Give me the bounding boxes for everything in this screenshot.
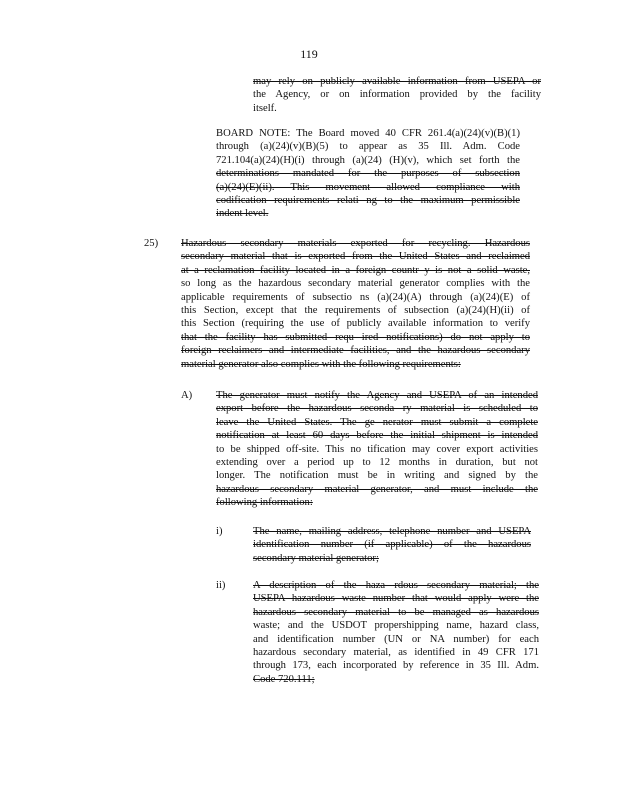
text-line: through 173, each incorporated by reference in 35 Ill. Adm. bbox=[253, 660, 539, 672]
board-note-paragraph bbox=[216, 127, 520, 221]
text-line: and identification number (UN or NA number) for each bbox=[253, 633, 539, 645]
item-a-paragraph bbox=[216, 389, 538, 510]
page-number: 119 bbox=[300, 47, 318, 61]
text-line: foreign reclaimers and intermediate facilities, and the hazardous secondary bbox=[181, 345, 530, 357]
text-line: through (a)(24)(v)(B)(5) to appear as 35 Ill. Adm. Code bbox=[216, 141, 520, 153]
text-line: this Section (requiring the use of publicly available information to verify bbox=[181, 318, 530, 330]
text-line: the Agency, or on information provided by the facility bbox=[253, 89, 541, 101]
text-line: at a reclamation facility located in a foreign countr y is not a solid waste, bbox=[181, 264, 530, 276]
text-line: longer. The notification must be in writing and signed by the bbox=[216, 470, 538, 482]
text-line: Hazardous secondary materials exported for recycling. Hazardous bbox=[181, 238, 530, 249]
text-line: A description of the haza rdous secondary material; the bbox=[253, 580, 539, 591]
text-line: identification number (if applicable) of the hazardous bbox=[253, 539, 531, 551]
text-line: may rely on publicly available information from USEPA or bbox=[253, 76, 541, 87]
item-i-paragraph bbox=[253, 525, 531, 565]
intro-paragraph bbox=[253, 75, 541, 115]
item-ii-marker: ii) bbox=[216, 580, 226, 591]
text-line: that the facility has submitted requ ired notifications) do not apply to bbox=[181, 331, 530, 343]
text-line: itself. bbox=[253, 102, 277, 114]
text-line: (a)(24)(E)(ii). This movement allowed compliance with bbox=[216, 181, 520, 193]
text-line: following information: bbox=[216, 497, 313, 509]
text-line: hazardous secondary material to be managed as hazardous bbox=[253, 606, 539, 618]
text-line: hazardous secondary material generator, and must include the bbox=[216, 483, 538, 495]
text-line: secondary material generator; bbox=[253, 552, 379, 564]
text-line: secondary material that is exported from the United States and reclaimed bbox=[181, 251, 530, 263]
text-line: Code 720.111; bbox=[253, 673, 315, 685]
text-line: this Section, except that the requirements of subsection (a)(24)(H)(ii) of bbox=[181, 305, 530, 317]
text-line: to be shipped off-site. This no tification may cover export activities bbox=[216, 443, 538, 455]
text-line: so long as the hazardous secondary material generator complies with the bbox=[181, 278, 530, 290]
text-line: hazardous secondary material, as identified in 49 CFR 171 bbox=[253, 647, 539, 659]
text-line: BOARD NOTE: The Board moved 40 CFR 261.4(a)(24)(v)(B)(1) bbox=[216, 128, 520, 139]
text-line: The name, mailing address, telephone number and USEPA bbox=[253, 526, 531, 537]
text-line: export before the hazardous seconda ry material is scheduled to bbox=[216, 403, 538, 415]
item-a-marker: A) bbox=[181, 390, 193, 401]
text-line: material generator also complies with the following requirements: bbox=[181, 358, 461, 370]
text-line: codification requirements relati ng to the maximum permissible bbox=[216, 195, 520, 207]
text-line: waste; and the USDOT propershipping name, hazard class, bbox=[253, 620, 539, 632]
text-line: 721.104(a)(24)(H)(i) through (a)(24) (H)(v), which set forth the bbox=[216, 154, 520, 166]
text-line: applicable requirements of subsectio ns (a)(24)(A) through (a)(24)(E) of bbox=[181, 291, 530, 303]
item-i-marker: i) bbox=[216, 526, 223, 537]
text-line: notification at least 60 days before the initial shipment is intended bbox=[216, 430, 538, 442]
item-ii-paragraph bbox=[253, 579, 539, 686]
text-line: USEPA hazardous waste number that would apply were the bbox=[253, 593, 539, 605]
section-25-paragraph bbox=[181, 237, 530, 371]
section-25-marker: 25) bbox=[144, 238, 159, 249]
text-line: extending over a period up to 12 months in duration, but not bbox=[216, 457, 538, 469]
text-line: indent level. bbox=[216, 208, 269, 220]
text-line: determinations mandated for the purposes of subsection bbox=[216, 168, 520, 180]
text-line: leave the United States. The ge nerator must submit a complete bbox=[216, 416, 538, 428]
text-line: The generator must notify the Agency and USEPA of an intended bbox=[216, 390, 538, 401]
